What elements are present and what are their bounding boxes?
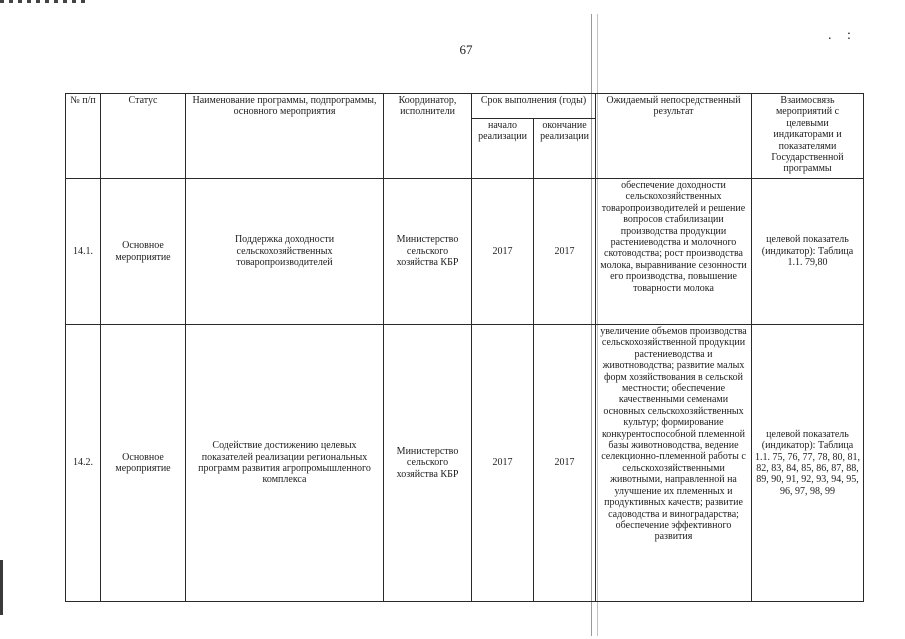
row-status: Основное мероприятие: [101, 325, 186, 602]
row-coordinator: Министерство сельского хозяйства КБР: [384, 179, 472, 325]
header-result: Ожидаемый непосредственный результат: [596, 94, 752, 179]
header-term-end: окончание реализации: [534, 119, 596, 179]
row-result: обеспечение доходности сельскохозяйственных товаропроизводителей и решение вопросов стабилизации производства продукции растениеводства и молочного скотоводства; рост производства молока, выравнивание сезонности его производства, повышение товарности молока: [596, 179, 752, 325]
program-table: [65, 93, 864, 602]
scan-artifact-left-edge: [0, 560, 3, 615]
row-coordinator: Министерство сельского хозяйства КБР: [384, 325, 472, 602]
row-result: увеличение объемов производства сельскохозяйственной продукции растениеводства и животноводства; развитие малых форм хозяйствования в сельской местности; обеспечение качественными семенами основных сельскохозяйственных культур; формирование конкурентоспособной племенной базы животноводства, ведение селекционно-племенной работы с сельскохозяйственными животными, направленной на улучшение их племенных и продуктивных качеств; развитие садоводства и виноградарства; обеспечение эффективного развития: [596, 325, 752, 602]
scan-dots: . :: [828, 28, 857, 43]
row-start-year: 2017: [472, 325, 534, 602]
row-start-year: 2017: [472, 179, 534, 325]
header-row: [66, 94, 864, 119]
row-end-year: 2017: [534, 325, 596, 602]
row-name: Содействие достижению целевых показателей реализации региональных программ развития агропромышленного комплекса: [186, 325, 384, 602]
header-term-start: начало реализации: [472, 119, 534, 179]
page-number: 67: [459, 42, 473, 57]
row-name: Поддержка доходности сельскохозяйственных товаропроизводителей: [186, 179, 384, 325]
header-term: Срок выполнения (годы): [472, 94, 596, 119]
table-row: [66, 325, 864, 602]
header-name: Наименование программы, подпрограммы, основного мероприятия: [186, 94, 384, 179]
row-number: 14.2.: [66, 325, 101, 602]
row-end-year: 2017: [534, 179, 596, 325]
scan-artifact-top: [0, 0, 90, 3]
header-num: № п/п: [66, 94, 101, 179]
row-number: 14.1.: [66, 179, 101, 325]
header-coordinator: Координатор, исполнители: [384, 94, 472, 179]
row-indicator-link: целевой показатель (индикатор): Таблица 1.1. 75, 76, 77, 78, 80, 81, 82, 83, 84, 85, 86, 87, 88, 89, 90, 91, 92, 93, 94, 95, 96, 97, 98, 99: [752, 325, 864, 602]
row-status: Основное мероприятие: [101, 179, 186, 325]
header-status: Статус: [101, 94, 186, 179]
table-row: [66, 179, 864, 325]
row-indicator-link: целевой показатель (индикатор): Таблица 1.1. 79,80: [752, 179, 864, 325]
header-link: Взаимосвязь мероприятий с целевыми индикаторами и показателями Государственной программы: [752, 94, 864, 179]
